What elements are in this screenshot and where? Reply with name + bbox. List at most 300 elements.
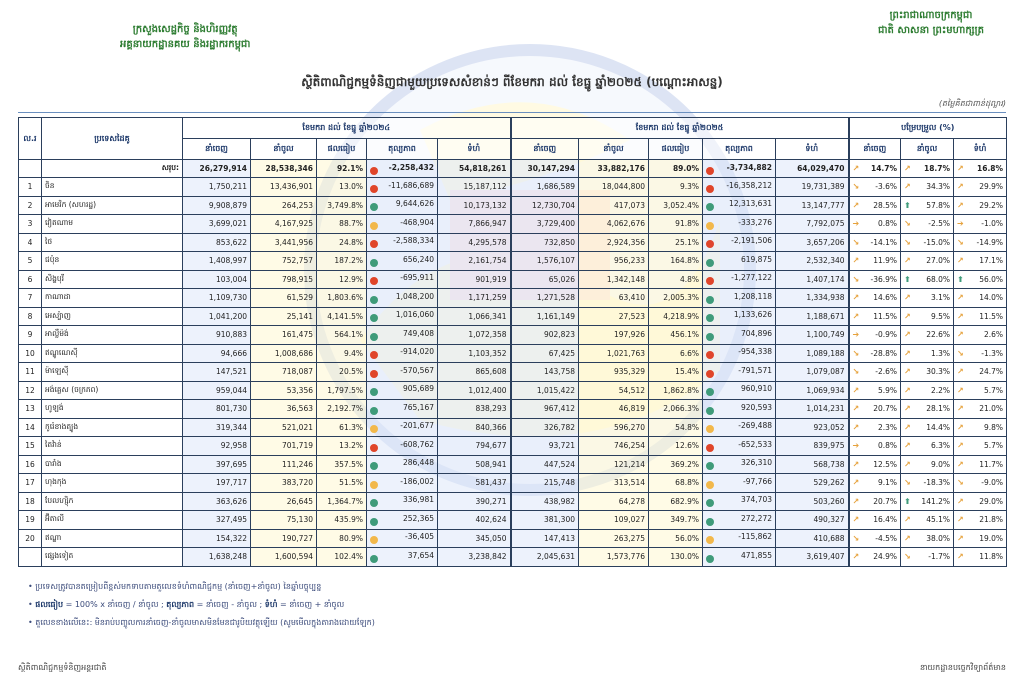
cell-value: -2,191,506 [731,236,772,246]
import-2024 [251,548,317,567]
cell-value: 2,161,754 [468,256,507,266]
country-name: បារាំង [42,455,183,474]
cell-value: 12.6% [675,441,699,451]
cell-value: 327,495 [215,515,247,525]
change-export [849,178,901,197]
export-2024 [183,492,251,511]
volume-2024 [438,455,511,474]
change-export [849,418,901,437]
country-name: អាល្លឺម៉ង់ [42,326,183,345]
cell-value: 56.0% [675,533,699,543]
balance-2025 [703,381,776,400]
cell-value: 9.8% [983,422,1004,432]
change-volume [954,529,1007,548]
volume-2024 [438,344,511,363]
volume-2025 [776,178,849,197]
cell-value: 15,187,112 [463,182,507,192]
cell-value: 456.1% [670,330,699,340]
cell-value: 18.7% [924,164,951,173]
balance-2024 [367,178,438,197]
cell-value: 63,410 [618,293,645,303]
cell-value: -14.1% [870,237,898,247]
table-row [19,252,1007,271]
balance-status-dot-icon [706,259,714,267]
arrow-right-icon: ➔ [852,330,860,340]
cell-value: 508,941 [475,459,507,469]
country-name: ថៃ [42,233,183,252]
ratio-2025 [649,252,703,271]
balance-term: តុល្យភាព [166,600,195,609]
export-2024 [183,178,251,197]
cell-value: 11.8% [979,552,1004,562]
row-no: 19 [19,511,42,530]
cell-value: 143,758 [543,367,575,377]
divider [18,112,1006,113]
cell-value: 75,130 [286,515,313,525]
cell-value: 252,365 [402,513,434,523]
footer-right: នាយកដ្ឋានបច្ចេកវិទ្យាព័ត៌មាន [919,663,1006,672]
cell-value: -201,677 [400,421,434,431]
volume-2025 [776,400,849,419]
ratio-2025 [649,326,703,345]
cell-value: 853,622 [215,237,247,247]
change-export [849,215,901,234]
export-2025 [511,178,579,197]
change-import [901,196,954,215]
country-name: ផ្សេងទៀត [42,548,183,567]
export-2025 [511,326,579,345]
change-import [901,160,954,178]
table-row [19,270,1007,289]
change-export [849,511,901,530]
ratio-2024 [317,326,367,345]
volume-2025 [776,270,849,289]
volume-2024 [438,233,511,252]
import-2024 [251,252,317,271]
import-2025 [579,455,649,474]
cell-value: 147,521 [215,367,247,377]
cell-value: 92.1% [336,164,363,173]
arrow-up-right-icon: ↗ [957,200,964,210]
balance-2024 [367,289,438,308]
cell-value: 718,087 [281,367,313,377]
ministry-header [120,22,250,52]
arrow-up-right-icon: ↗ [957,330,964,340]
arrow-up-right-icon: ↗ [852,515,860,525]
cell-value: 656,240 [402,254,434,264]
cell-value: -4.5% [875,533,898,543]
cell-value: 1,016,060 [395,310,434,320]
col-export-2024: នាំចេញ [183,139,251,160]
export-2024 [183,307,251,326]
cell-value: 26,279,914 [199,164,247,173]
cell-value: 905,689 [402,384,434,394]
col-export-2025: នាំចេញ [511,139,579,160]
ratio-2024 [317,307,367,326]
cell-value: 383,720 [281,478,313,488]
cell-value: -18.3% [923,478,951,488]
import-2024 [251,529,317,548]
volume-2024 [438,548,511,567]
cell-value: -2,588,334 [393,236,434,246]
ratio-def: = 100% x នាំចេញ / នាំចូល ; [63,600,167,609]
volume-2024 [438,529,511,548]
ratio-2024 [317,400,367,419]
balance-2024 [367,160,438,178]
cell-value: 3,441,956 [274,237,313,247]
export-2025 [511,344,579,363]
balance-2024 [367,215,438,234]
ratio-2024 [317,233,367,252]
balance-status-dot-icon [370,388,378,396]
cell-value: -269,488 [738,421,772,431]
row-no [19,548,42,567]
change-volume [954,344,1007,363]
volume-2025 [776,363,849,382]
row-no: 11 [19,363,42,382]
cell-value: 197,717 [215,478,247,488]
cell-value: 390,271 [475,496,507,506]
cell-value: 272,272 [740,513,772,523]
export-2024 [183,196,251,215]
cell-value: 68.0% [926,274,951,284]
cell-value: 33,882,176 [597,164,645,173]
row-no [19,160,42,178]
cell-value: 357.5% [334,459,363,469]
row-no: 5 [19,252,42,271]
cell-value: 1,066,341 [468,311,507,321]
export-2024 [183,160,251,178]
import-2024 [251,381,317,400]
row-no: 10 [19,344,42,363]
cell-value: 1,041,200 [208,311,247,321]
balance-status-dot-icon [370,425,378,433]
cell-value: 27.0% [926,256,951,266]
cell-value: 794,677 [475,441,507,451]
cell-value: -14.9% [976,237,1004,247]
cell-value: 2.2% [930,385,951,395]
cell-value: 902,823 [543,330,575,340]
ratio-2024 [317,511,367,530]
cell-value: 28,538,346 [265,164,313,173]
cell-value: 1,014,231 [806,404,845,414]
balance-2025 [703,363,776,382]
change-export [849,548,901,567]
import-2025 [579,307,649,326]
cell-value: 865,608 [475,367,507,377]
balance-2025 [703,196,776,215]
change-export [849,455,901,474]
cell-value: 1,100,749 [806,330,845,340]
import-2025 [579,381,649,400]
table-row [19,437,1007,456]
cell-value: 28.1% [926,404,951,414]
change-import [901,252,954,271]
import-2025 [579,511,649,530]
arrow-up-right-icon: ↗ [852,552,860,562]
cell-value: 94,666 [220,348,247,358]
arrow-up-right-icon: ↗ [852,200,860,210]
cell-value: 21.8% [979,515,1004,525]
import-2025 [579,344,649,363]
export-2025 [511,160,579,178]
cell-value: -1.7% [928,552,951,562]
cell-value: 568,738 [813,459,845,469]
arrow-right-icon: ➔ [957,219,964,229]
balance-2025 [703,233,776,252]
table-row [19,548,1007,567]
table-row [19,178,1007,197]
ratio-2024 [317,215,367,234]
cell-value: 326,782 [543,422,575,432]
cell-value: 765,167 [402,402,434,412]
arrow-up-right-icon: ↗ [957,441,964,451]
cell-value: 12,730,704 [532,200,575,210]
volume-term: ទំហំ [264,600,278,609]
cell-value: 16.8% [977,164,1004,173]
col-change-import: នាំចូល [901,139,954,160]
cell-value: 91.8% [675,219,699,229]
balance-status-dot-icon [370,277,378,285]
arrow-down-right-icon: ↘ [852,274,860,284]
country-name: កាណាដា [42,289,183,308]
balance-status-dot-icon [370,536,378,544]
cell-value: 29.2% [979,200,1004,210]
cell-value: 1,069,934 [806,385,845,395]
ratio-2024 [317,437,367,456]
cell-value: 64,278 [618,496,645,506]
export-2024 [183,252,251,271]
row-no: 8 [19,307,42,326]
import-2024 [251,455,317,474]
cell-value: 9.1% [877,478,898,488]
balance-status-dot-icon [370,296,378,304]
cell-value: -115,862 [738,532,772,542]
cell-value: 3,749.8% [327,200,363,210]
cell-value: 15.4% [675,367,699,377]
cell-value: 61,529 [286,293,313,303]
ratio-2024 [317,418,367,437]
cell-value: 798,915 [281,274,313,284]
ratio-2025 [649,363,703,382]
volume-2025 [776,233,849,252]
arrow-up-right-icon: ↗ [904,441,911,451]
country-name: ចិន [42,178,183,197]
volume-2024 [438,252,511,271]
arrow-up-right-icon: ↗ [904,311,911,321]
balance-2025 [703,289,776,308]
import-2024 [251,418,317,437]
arrow-up-right-icon: ↗ [904,515,911,525]
cell-value: 130.0% [670,552,699,562]
arrow-up-right-icon: ↗ [852,256,860,266]
change-export [849,492,901,511]
arrow-up-right-icon: ↗ [957,367,964,377]
cell-value: 1,364.7% [327,496,363,506]
cell-value: 1,408,997 [208,256,247,266]
balance-2024 [367,270,438,289]
balance-status-dot-icon [706,296,714,304]
arrow-up-right-icon: ↗ [957,459,964,469]
arrow-right-icon: ➔ [852,441,860,451]
cell-value: 3,052.4% [663,200,699,210]
volume-2025 [776,252,849,271]
import-2025 [579,270,649,289]
cell-value: 14.7% [871,164,898,173]
volume-2024 [438,196,511,215]
change-volume [954,178,1007,197]
arrow-down-right-icon: ↘ [904,478,911,488]
cell-value: 326,310 [740,458,772,468]
cell-value: 67,425 [548,348,575,358]
period-2024-header: ខែមករា ដល់ ខែធ្នូ ឆ្នាំ២០២៤ [183,118,511,139]
change-volume [954,215,1007,234]
balance-2024 [367,418,438,437]
balance-def: = នាំចេញ - នាំចូល ; [194,600,265,609]
export-2025 [511,233,579,252]
cell-value: 37,654 [407,550,434,560]
change-import [901,492,954,511]
cell-value: 1,103,352 [468,348,507,358]
export-2024 [183,363,251,382]
volume-2024 [438,215,511,234]
volume-2025 [776,418,849,437]
cell-value: 45.1% [926,515,951,525]
cell-value: 5.9% [877,385,898,395]
cell-value: 0.8% [877,441,898,451]
cell-value: 9.0% [930,459,951,469]
arrow-down-right-icon: ↘ [904,237,911,247]
cell-value: 11.5% [873,311,898,321]
row-no: 1 [19,178,42,197]
cell-value: 1,109,730 [208,293,247,303]
export-2024 [183,418,251,437]
cell-value: 1,576,107 [536,256,575,266]
cell-value: -36.9% [870,274,898,284]
cell-value: 57.8% [926,200,951,210]
cell-value: 838,293 [475,404,507,414]
volume-2024 [438,270,511,289]
col-import-2024: នាំចូល [251,139,317,160]
cell-value: 264,253 [281,200,313,210]
cell-value: 3,699,021 [208,219,247,229]
cell-value: 190,727 [281,533,313,543]
cell-value: 64,029,470 [797,164,845,173]
cell-value: 1,407,174 [806,274,845,284]
change-export [849,474,901,493]
arrow-up-right-icon: ↗ [957,256,964,266]
arrow-down-right-icon: ↘ [852,367,860,377]
cell-value: 1,008,686 [274,348,313,358]
export-2024 [183,326,251,345]
page-title: ស្ថិតិពាណិជ្ជកម្មទំនិញជាមួយប្រទេសសំខាន់ៗ ពីខែមករា ដល់ ខែធ្នូ ឆ្នាំ២០២៥ (បណ្ដោះអាសន្ន) [301,75,723,89]
cell-value: -652,533 [738,439,772,449]
row-no: 20 [19,529,42,548]
arrow-up-right-icon: ↗ [957,182,964,192]
row-no: 13 [19,400,42,419]
change-import [901,178,954,197]
total-row [19,160,1007,178]
kingdom-motto: ជាតិ សាសនា ព្រះមហាក្សត្រ [878,25,984,36]
arrow-up-icon: ⬆ [957,274,964,284]
export-2025 [511,363,579,382]
cell-value: 17.1% [979,256,1004,266]
arrow-down-right-icon: ↘ [957,478,964,488]
balance-2025 [703,252,776,271]
balance-status-dot-icon [370,222,378,230]
country-name: តៃវ៉ាន់ [42,437,183,456]
import-2024 [251,492,317,511]
balance-status-dot-icon [370,167,378,175]
cell-value: 38.0% [926,533,951,543]
cell-value: 564.1% [334,330,363,340]
balance-status-dot-icon [706,425,714,433]
cell-value: 1,161,149 [536,311,575,321]
cell-value: 752,757 [281,256,313,266]
country-name: អេស្ប៉ាញ [42,307,183,326]
balance-2025 [703,511,776,530]
import-2024 [251,270,317,289]
cell-value: 2.3% [877,422,898,432]
balance-status-dot-icon [370,555,378,563]
cell-value: 1,012,400 [468,385,507,395]
arrow-up-right-icon: ↗ [957,164,964,173]
table-row [19,400,1007,419]
arrow-up-right-icon: ↗ [957,515,964,525]
change-export [849,307,901,326]
export-2025 [511,418,579,437]
change-export [849,289,901,308]
cell-value: 12.5% [873,459,898,469]
change-volume [954,363,1007,382]
cell-value: 24.8% [339,237,363,247]
import-2025 [579,474,649,493]
cell-value: 7,866,947 [468,219,507,229]
balance-2024 [367,548,438,567]
balance-2024 [367,474,438,493]
cell-value: 12.9% [339,274,363,284]
cell-value: 92,958 [220,441,247,451]
import-2025 [579,233,649,252]
balance-status-dot-icon [706,407,714,415]
change-import [901,511,954,530]
row-no: 2 [19,196,42,215]
volume-2025 [776,548,849,567]
change-volume [954,455,1007,474]
cell-value: 3,238,842 [468,552,507,562]
col-volume-2025: ទំហំ [776,139,849,160]
change-import [901,233,954,252]
ratio-2025 [649,529,703,548]
table-row [19,289,1007,308]
cell-value: 3,729,400 [536,219,575,229]
change-export [849,196,901,215]
change-volume [954,381,1007,400]
import-2024 [251,307,317,326]
cell-value: 345,050 [475,533,507,543]
cell-value: -608,762 [400,439,434,449]
cell-value: -16,358,212 [726,180,772,190]
cell-value: 438,982 [543,496,575,506]
export-2025 [511,252,579,271]
change-import [901,400,954,419]
cell-value: 521,021 [281,422,313,432]
cell-value: 363,626 [215,496,247,506]
cell-value: 10,173,132 [463,200,507,210]
import-2024 [251,196,317,215]
cell-value: 9.5% [930,311,951,321]
cell-value: 141.2% [921,496,951,506]
